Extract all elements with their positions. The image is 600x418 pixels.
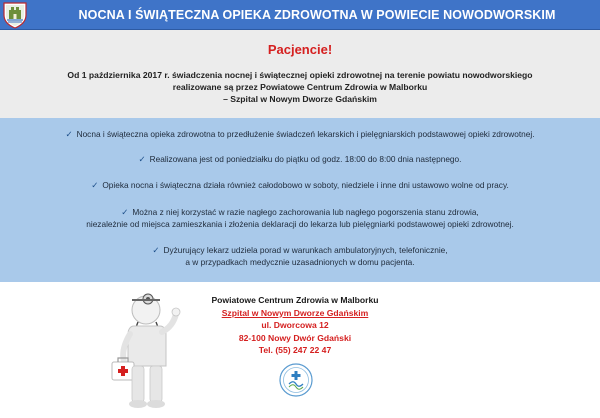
contact-block	[190, 294, 400, 357]
contact-city: 82-100 Nowy Dwór Gdański	[238, 332, 352, 343]
contact-section	[0, 282, 600, 418]
info-point-text: Opieka nocna i świąteczna działa również całodobowo w soboty, niedziele i inne dni ustawowo wolne od pracy.	[102, 180, 509, 190]
page-title: NOCNA I ŚWIĄTECZNA OPIEKA ZDROWOTNA W POWIECIE NOWODWORSKIM	[78, 8, 556, 22]
info-point	[6, 244, 594, 268]
checkmark-icon: ✓	[138, 154, 146, 164]
info-point-text: Realizowana jest od poniedziałku do piątku od godz. 18:00 do 8:00 dnia następnego.	[149, 154, 462, 164]
intro-section	[0, 30, 600, 118]
info-point-text: a w przypadkach medycznie uzasadnionych w domu pacjenta.	[185, 257, 415, 267]
intro-text	[10, 69, 590, 105]
info-points-section	[0, 118, 600, 282]
hospital-link[interactable]: Szpital w Nowym Dworze Gdańskim	[221, 307, 369, 318]
info-point	[6, 128, 594, 140]
county-crest-icon	[2, 1, 28, 29]
checkmark-icon: ✓	[65, 129, 73, 139]
info-point-text: Nocna i świąteczna opieka zdrowotna to przedłużenie świadczeń lekarskich i pielęgniarskich podstawowej opieki zdrowotnej.	[76, 129, 535, 139]
checkmark-icon: ✓	[121, 207, 129, 217]
checkmark-icon: ✓	[152, 245, 160, 255]
doctor-figure-illustration	[108, 288, 188, 412]
contact-phone: Tel. (55) 247 22 47	[258, 345, 332, 355]
contact-street: ul. Dworcowa 12	[261, 320, 329, 330]
info-point	[6, 179, 594, 191]
info-point	[6, 206, 594, 230]
intro-line: Od 1 października 2017 r. świadczenia nocnej i świątecznej opieki zdrowotnej na terenie powiatu nowodworskiego	[67, 70, 533, 80]
intro-line: – Szpital w Nowym Dworze Gdańskim	[223, 94, 377, 104]
checkmark-icon: ✓	[91, 180, 99, 190]
info-point-text: Można z niej korzystać w razie nagłego zachorowania lub nagłego pogorszenia stanu zdrowia,	[132, 207, 479, 217]
intro-heading: Pacjencie!	[267, 42, 333, 57]
info-point	[6, 153, 594, 165]
contact-name: Powiatowe Centrum Zdrowia w Malborku	[211, 295, 379, 305]
info-point-text: Dyżurujący lekarz udziela porad w warunkach ambulatoryjnych, telefonicznie,	[163, 245, 448, 255]
page-header	[0, 0, 600, 30]
intro-line: realizowane są przez Powiatowe Centrum Zdrowia w Malborku	[172, 82, 428, 92]
info-point-text: niezależnie od miejsca zamieszkania i złożenia deklaracji do lekarza lub pielęgniarki podstawowej opieki zdrowotnej.	[86, 219, 514, 229]
hospital-logo-icon	[278, 362, 314, 398]
